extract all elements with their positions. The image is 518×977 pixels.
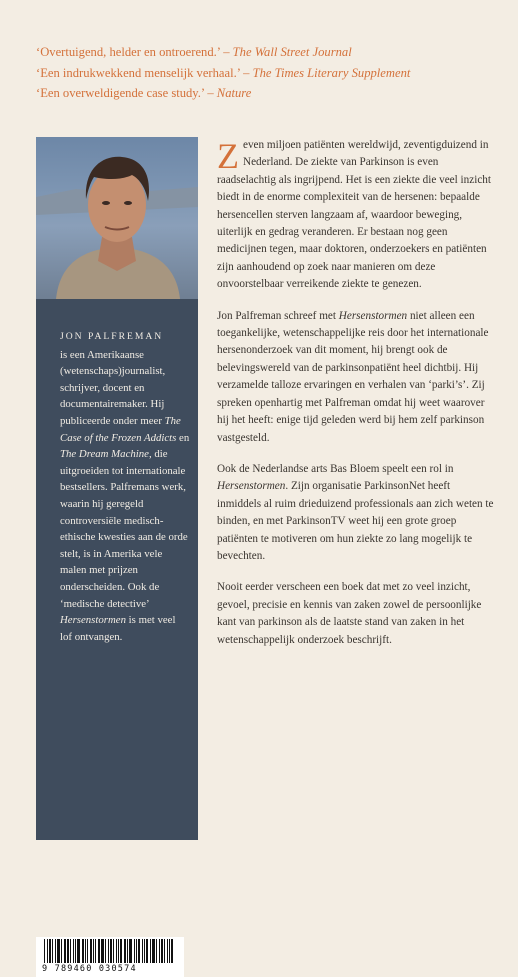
press-quotes — [36, 42, 496, 104]
barcode-bar — [120, 939, 122, 963]
barcode-bar — [138, 939, 140, 963]
barcode-bar — [113, 939, 114, 963]
barcode-bar — [161, 939, 163, 963]
barcode-bar — [61, 939, 62, 963]
barcode-bar — [90, 939, 92, 963]
barcode-bar — [167, 939, 168, 963]
barcode-bar — [169, 939, 170, 963]
quote-1: ‘Overtuigend, helder en ontroerend.’ – The Wall Street Journal — [36, 45, 352, 59]
blurb-paragraph-2: Jon Palfreman schreef met Hersenstormen niet alleen een toegankelijke, wetenschappelijke reis door het internationale hersenonderzoek van dit moment, hij brengt ook de belevingswereld van de parkinsonpatiënt heel dichtbij. Hij verzamelde talloze ervaringen en verhalen van ‘parki’s’. Zij spreken openhartig met Palfreman omdat hij weet waarover hij het heeft: enige tijd geleden werd bij hem zelf parkinson vastgesteld. — [217, 309, 489, 444]
blurb-paragraph-4: Nooit eerder verscheen een boek dat met zo veel inzicht, gevoel, precisie en kennis van zaken zowel de persoonlijke kant van parkinson als de laatste stand van zaken in het wetenschappelijk onderzoek beschrijft. — [217, 581, 482, 646]
barcode-bar — [110, 939, 112, 963]
author-bio — [60, 329, 190, 645]
barcode-bar — [164, 939, 165, 963]
isbn-barcode — [36, 937, 184, 977]
barcode-bar — [101, 939, 104, 963]
blurb-paragraph-3: Ook de Nederlandse arts Bas Bloem speelt een rol in Hersenstormen. Zijn organisatie ParkinsonNet heeft inmiddels al ruim drieduizend professionals aan zich weten te binden, en met ParkinsonTV weet hij een grote groep patiënten te motiveren om hun ziekte zo lang mogelijk te bevechten. — [217, 462, 494, 562]
barcode-bar — [87, 939, 88, 963]
barcode-bar — [136, 939, 137, 963]
barcode-bar — [124, 939, 126, 963]
author-bio-text: is een Amerikaanse (wetenschaps)journalist, schrijver, docent en documentairemaker. Hij publiceerde onder meer The Case of the Frozen Addicts en The Dream Machine, die uitgroeiden tot internationale bestsellers. Palfremans werk, waarin hij geregeld controversiële medisch-ethische kwesties aan de orde stelt, is in Amerika vele malen met prijzen onderscheiden. Ook de ‘medische detective’ Hersenstormen is met veel lof ontvangen. — [60, 348, 190, 643]
barcode-bar — [156, 939, 157, 963]
barcode-bar — [146, 939, 148, 963]
barcode-bar — [82, 939, 84, 963]
barcode-bar — [70, 939, 71, 963]
barcode-bar — [105, 939, 106, 963]
barcode-bar — [134, 939, 135, 963]
barcode-bar — [129, 939, 132, 963]
drop-cap: Z — [217, 136, 239, 176]
author-panel — [36, 137, 198, 974]
barcode-bar — [47, 939, 48, 963]
barcode-bar — [118, 939, 119, 963]
barcode-bar — [116, 939, 117, 963]
barcode-bar — [85, 939, 86, 963]
quote-2: ‘Een indrukwekkend menselijk verhaal.’ – The Times Literary Supplement — [36, 65, 411, 80]
barcode-bar — [57, 939, 60, 963]
blurb-paragraph-1: Zeven miljoen patiënten wereldwijd, zeventigduizend in Nederland. De ziekte van Parkinson is even raadselachtig als ingrijpend. Het is een ziekte die veel inzicht biedt in de enorme complexiteit van de hersenen: bepaalde hersencellen sterven langzaam af, waardoor beweging, uiterlijk en gedrag veranderen. Er bestaan nog geen medicijnen tegen, maar doktoren, onderzoekers en patiënten zijn aanhoudend op zoek naar manieren om deze onvoorstelbaar verreikende ziekte te genezen. — [217, 136, 491, 291]
barcode-bar — [152, 939, 155, 963]
quote-3: ‘Een overweldigende case study.’ – Nature — [36, 86, 252, 100]
isbn-number: 9 789460 030574 — [42, 964, 137, 974]
barcode-bar — [49, 939, 51, 963]
blurb-text — [217, 137, 497, 663]
barcode-bars — [44, 939, 176, 963]
barcode-bar — [98, 939, 100, 963]
barcode-bar — [93, 939, 94, 963]
barcode-bar — [75, 939, 76, 963]
barcode-bar — [73, 939, 74, 963]
barcode-bar — [67, 939, 69, 963]
barcode-bar — [108, 939, 109, 963]
barcode-bar — [44, 939, 45, 963]
barcode-bar — [171, 939, 173, 963]
barcode-bar — [55, 939, 56, 963]
author-name: JON PALFREMAN — [60, 331, 164, 342]
barcode-bar — [64, 939, 66, 963]
barcode-bar — [95, 939, 96, 963]
barcode-bar — [144, 939, 145, 963]
barcode-bar — [159, 939, 160, 963]
barcode-bar — [142, 939, 143, 963]
barcode-bar — [52, 939, 53, 963]
barcode-bar — [150, 939, 151, 963]
barcode-bar — [127, 939, 128, 963]
author-photo — [36, 137, 198, 299]
barcode-bar — [77, 939, 80, 963]
